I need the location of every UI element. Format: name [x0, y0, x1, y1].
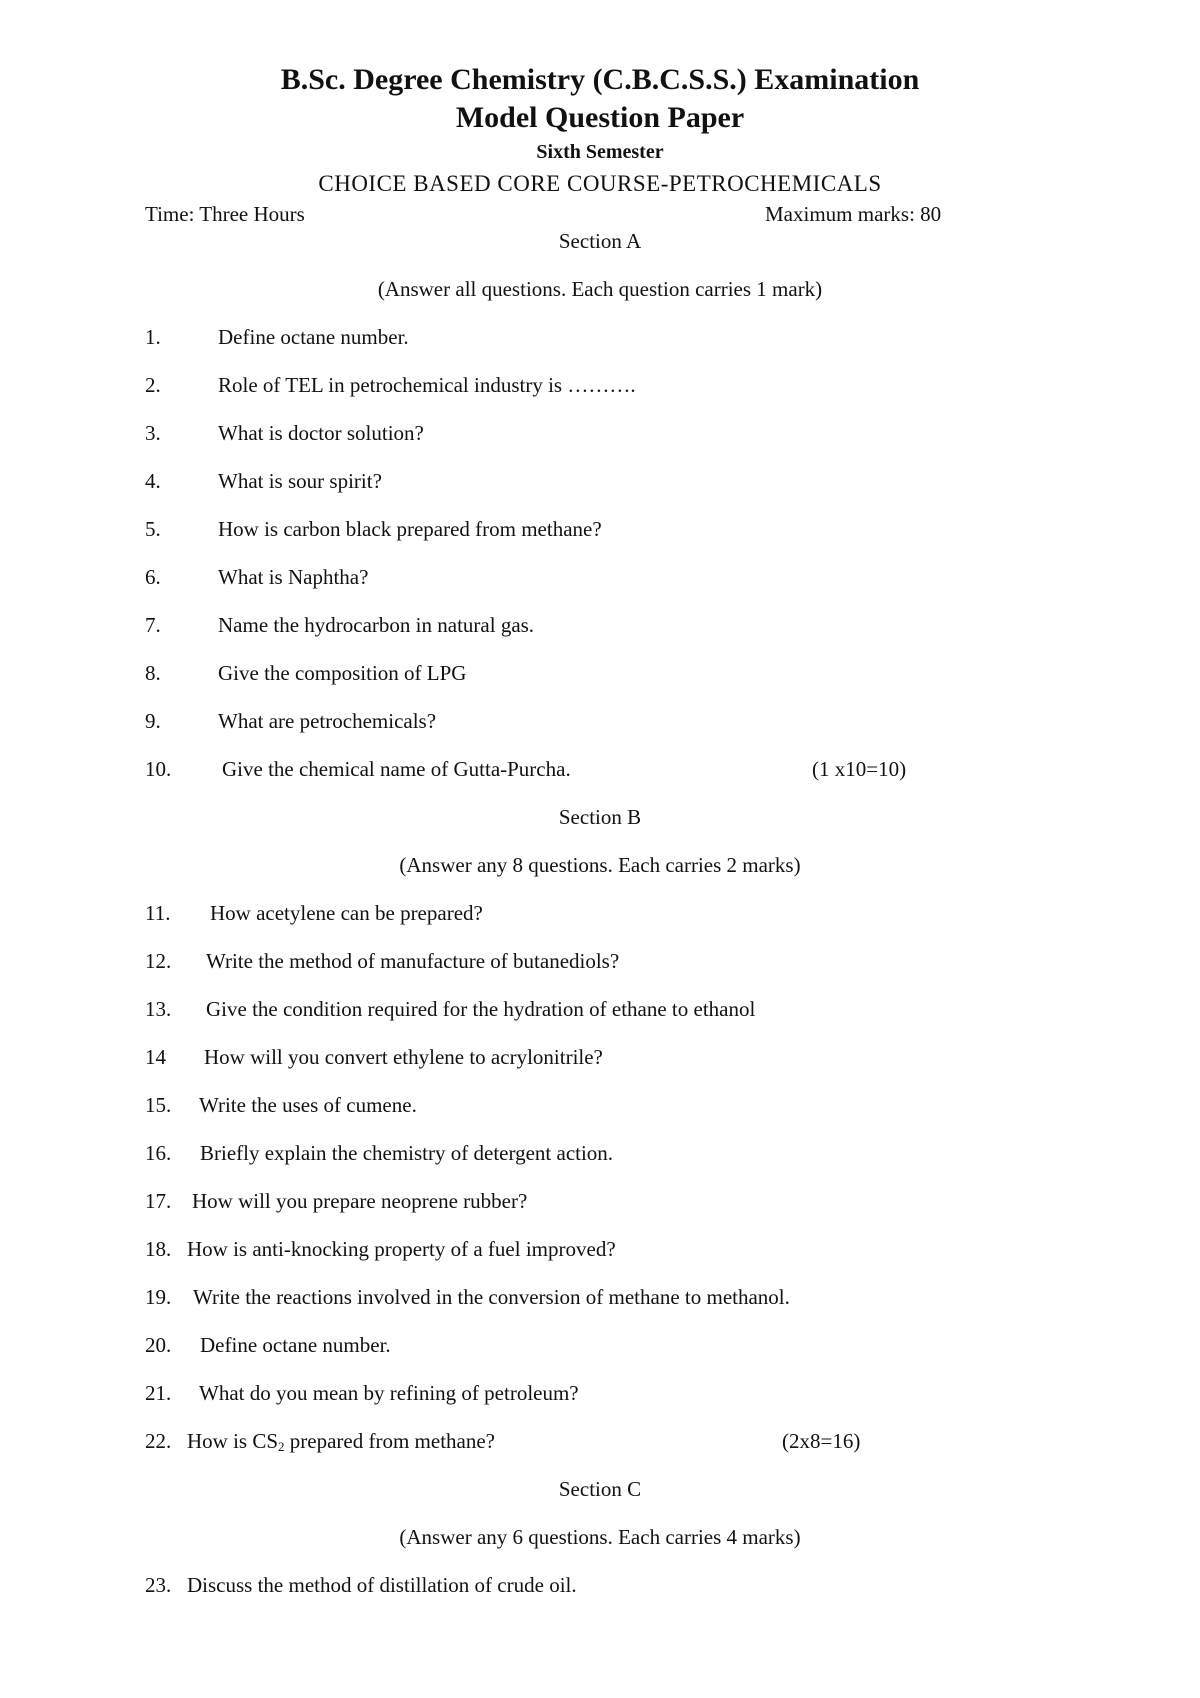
- question-text: Write the reactions involved in the conversion of methane to methanol.: [193, 1285, 790, 1309]
- question-number: 22.: [145, 1429, 172, 1453]
- question-number: 10.: [145, 757, 172, 781]
- question-number: 23.: [145, 1573, 172, 1597]
- question-number: 6.: [145, 565, 161, 589]
- question-text: Name the hydrocarbon in natural gas.: [218, 613, 535, 637]
- question-text: Define octane number.: [218, 325, 409, 349]
- question-text: Give the chemical name of Gutta-Purcha.: [222, 757, 571, 781]
- question-text: How is carbon black prepared from methane?: [218, 517, 602, 541]
- question-number: 13.: [145, 997, 172, 1021]
- question-number: 17.: [145, 1189, 172, 1213]
- question-number: 15.: [145, 1093, 172, 1117]
- section-b-marks-summary: (2x8=16): [782, 1429, 861, 1453]
- question-text: How will you prepare neoprene rubber?: [192, 1189, 528, 1213]
- section-b-instruction: (Answer any 8 questions. Each carries 2 marks): [399, 853, 801, 877]
- semester-label: Sixth Semester: [536, 141, 664, 163]
- question-text: [187, 1429, 495, 1455]
- question-text-part: How is CS: [187, 1429, 279, 1453]
- question-text: Give the condition required for the hydration of ethane to ethanol: [206, 997, 756, 1021]
- question-text: What are petrochemicals?: [218, 709, 437, 733]
- question-number: 20.: [145, 1333, 172, 1357]
- question-number: 1.: [145, 325, 161, 349]
- question-number: 8.: [145, 661, 161, 685]
- question-text: Give the composition of LPG: [218, 661, 467, 685]
- exam-title: B.Sc. Degree Chemistry (C.B.C.S.S.) Examination: [280, 63, 920, 96]
- paper-subtitle: Model Question Paper: [455, 101, 745, 134]
- question-number: 11.: [145, 901, 171, 925]
- section-a-heading: Section A: [558, 229, 642, 253]
- question-text: What is Naphtha?: [218, 565, 369, 589]
- section-c-instruction: (Answer any 6 questions. Each carries 4 marks): [399, 1525, 801, 1549]
- question-text: Write the uses of cumene.: [199, 1093, 417, 1117]
- question-number: 14: [145, 1045, 166, 1069]
- question-number: 3.: [145, 421, 161, 445]
- question-text: How is anti-knocking property of a fuel improved?: [187, 1237, 616, 1261]
- question-number: 21.: [145, 1381, 172, 1405]
- question-text: Briefly explain the chemistry of detergent action.: [200, 1141, 614, 1165]
- question-number: 4.: [145, 469, 161, 493]
- question-number: 16.: [145, 1141, 172, 1165]
- question-number: 2.: [145, 373, 161, 397]
- question-text: Role of TEL in petrochemical industry is ……….: [218, 373, 636, 397]
- course-title: CHOICE BASED CORE COURSE-PETROCHEMICALS: [318, 171, 882, 196]
- question-text: Write the method of manufacture of butanediols?: [206, 949, 620, 973]
- question-text: How acetylene can be prepared?: [210, 901, 483, 925]
- question-text: Define octane number.: [200, 1333, 391, 1357]
- question-text: What is doctor solution?: [218, 421, 424, 445]
- section-a-marks-summary: (1 x10=10): [812, 757, 907, 781]
- question-text: What do you mean by refining of petroleum?: [199, 1381, 579, 1405]
- section-b-heading: Section B: [558, 805, 642, 829]
- question-number: 5.: [145, 517, 161, 541]
- question-number: 12.: [145, 949, 172, 973]
- section-a-instruction: (Answer all questions. Each question carries 1 mark): [377, 277, 823, 301]
- question-number: 7.: [145, 613, 161, 637]
- subscript-digit: 2: [278, 1439, 285, 1454]
- max-marks-label: Maximum marks: 80: [765, 202, 942, 226]
- question-text: How will you convert ethylene to acrylonitrile?: [204, 1045, 603, 1069]
- time-label: Time: Three Hours: [145, 202, 305, 226]
- question-text-part: prepared from methane?: [284, 1429, 496, 1453]
- question-text: What is sour spirit?: [218, 469, 382, 493]
- section-c-heading: Section C: [558, 1477, 642, 1501]
- question-number: 19.: [145, 1285, 172, 1309]
- question-number: 18.: [145, 1237, 172, 1261]
- question-number: 9.: [145, 709, 161, 733]
- question-text: Discuss the method of distillation of crude oil.: [187, 1573, 577, 1597]
